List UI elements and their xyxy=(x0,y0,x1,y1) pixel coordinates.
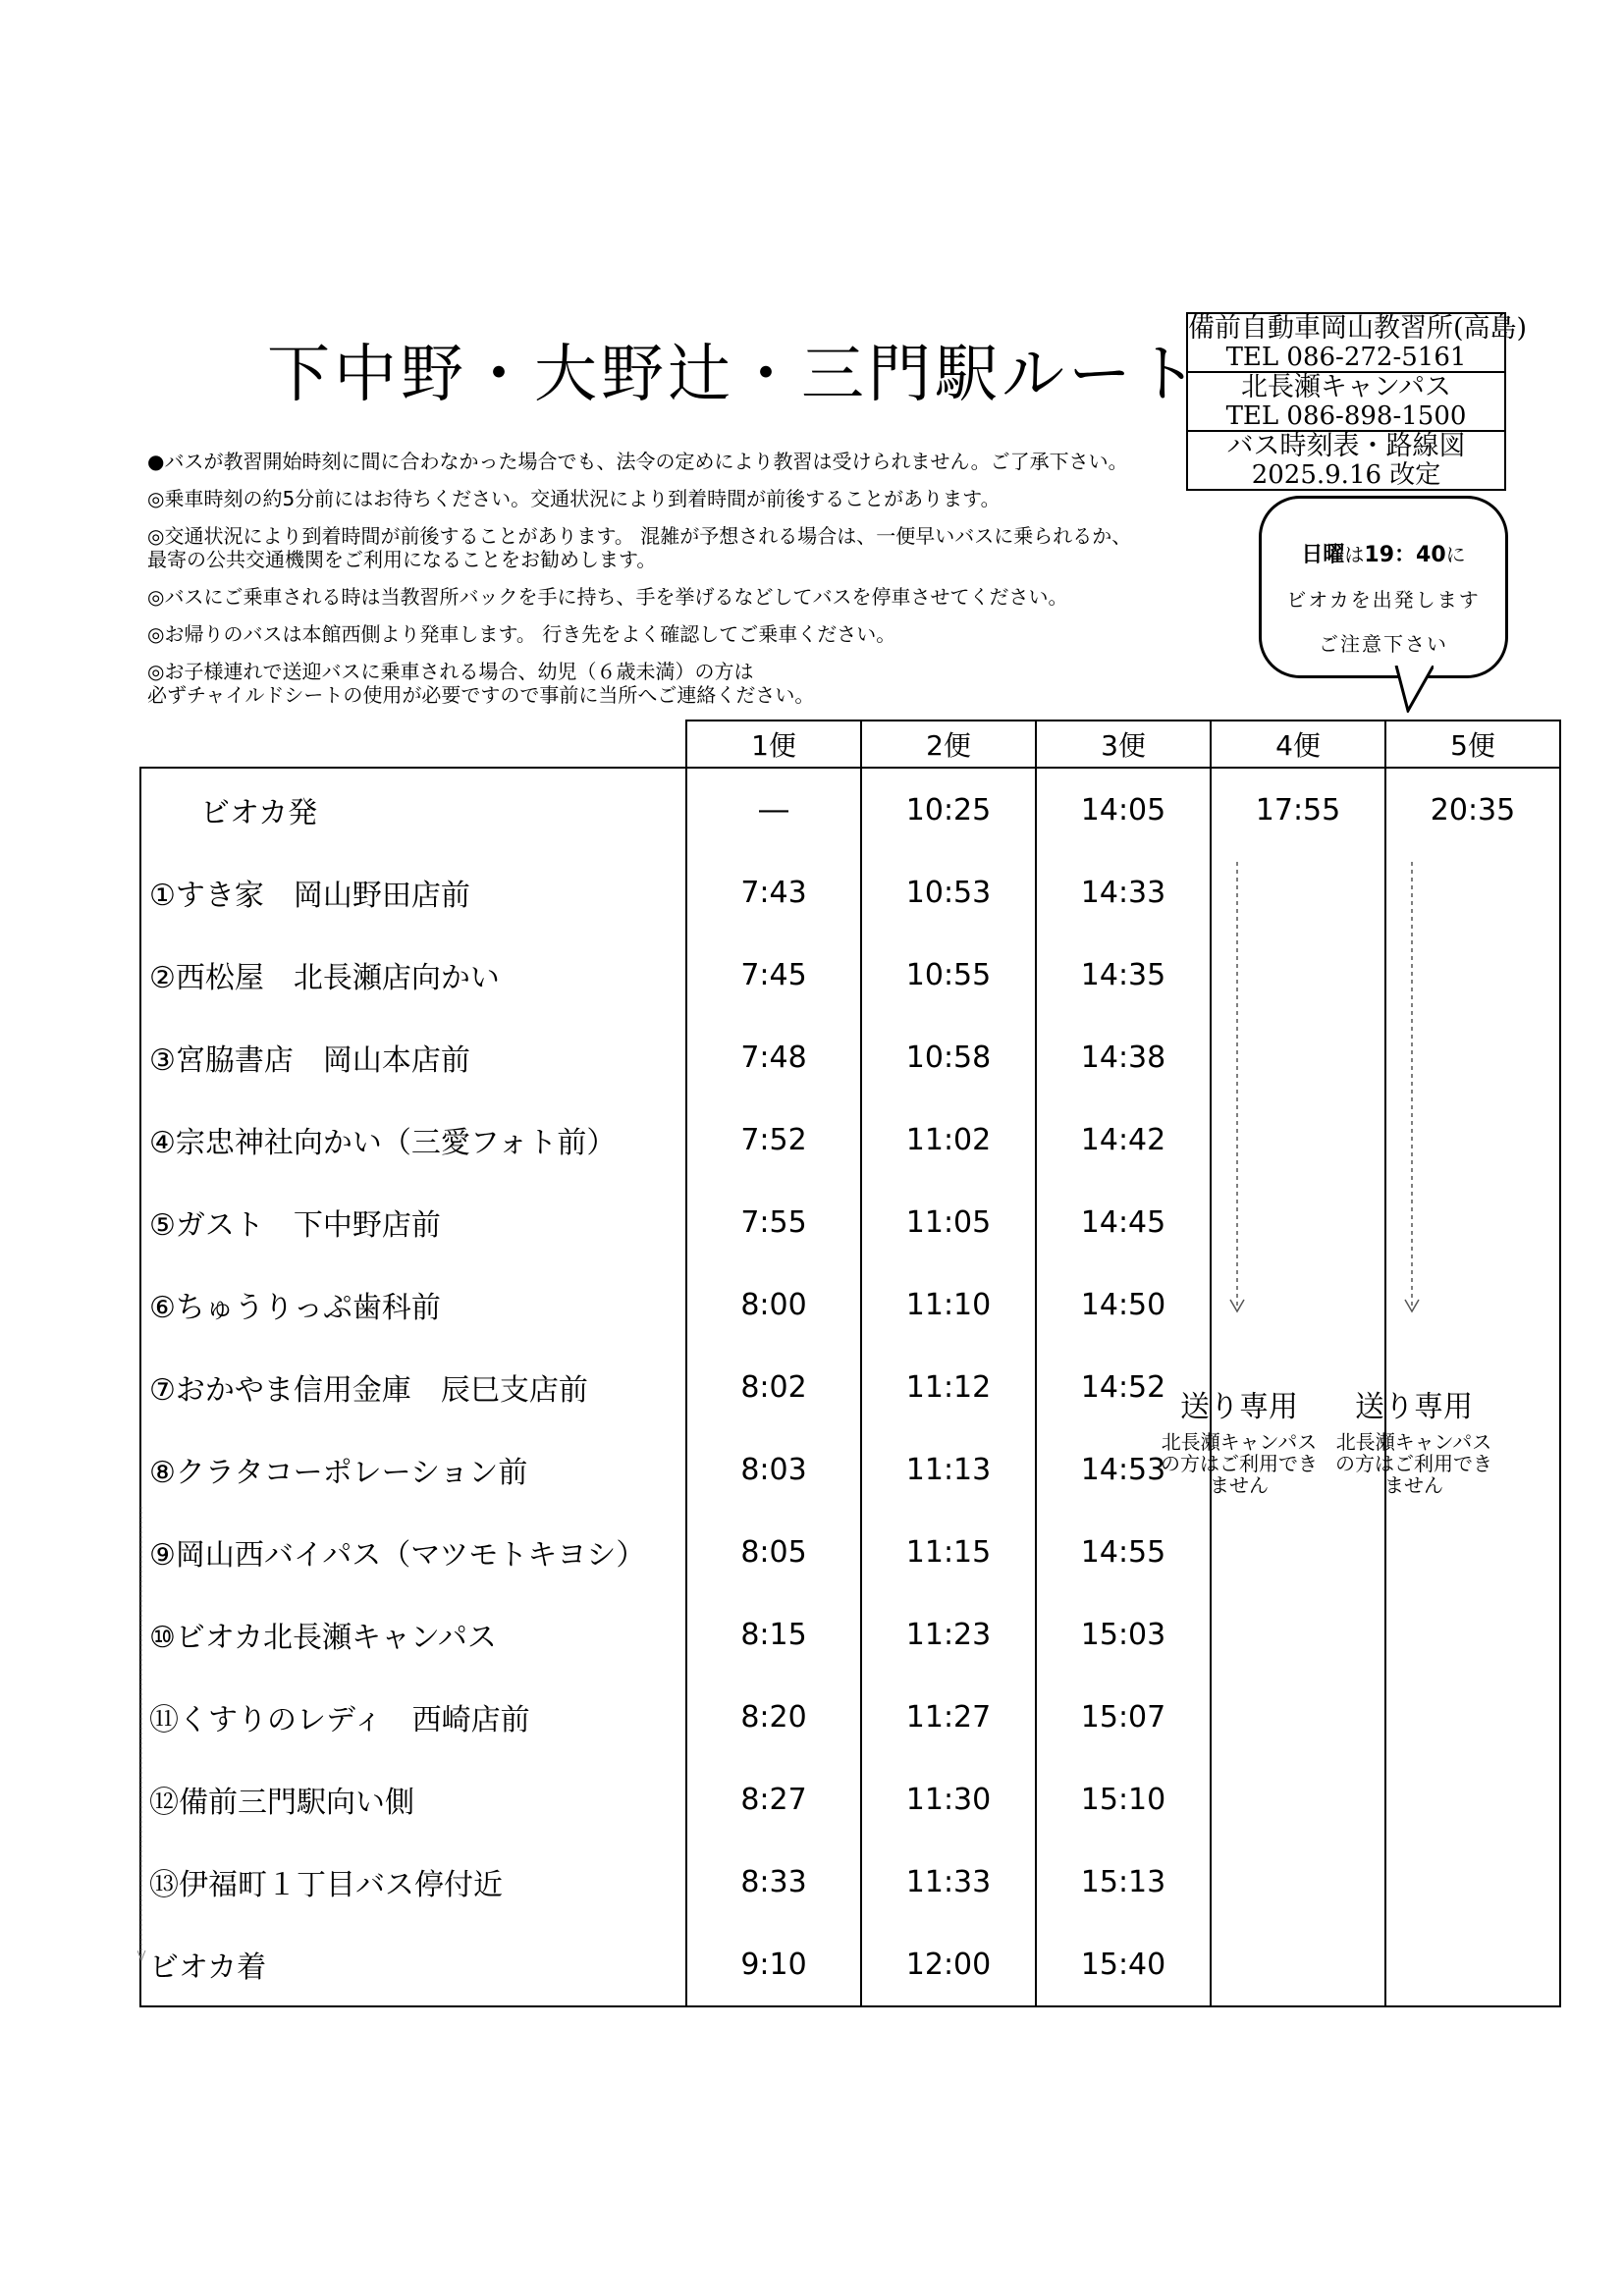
send-only-label: 送り専用 xyxy=(1180,1390,1298,1424)
stop-name: ④宗忠神社向かい（三愛フォト前） xyxy=(140,1098,686,1181)
school-name: 備前自動車岡山教習所(高島) xyxy=(1188,313,1528,344)
sunday-connector: は xyxy=(1344,543,1365,566)
stop-name: ビオカ着 xyxy=(140,1923,686,2006)
col-header: 4便 xyxy=(1211,721,1385,768)
time-cell: 10:25 xyxy=(861,768,1036,851)
time-cell: 14:38 xyxy=(1036,1016,1211,1098)
time-cell: 14:50 xyxy=(1036,1263,1211,1346)
time-cell: 9:10 xyxy=(686,1923,861,2006)
sunday-label: 日曜 xyxy=(1301,543,1345,567)
time-cell: 14:52 xyxy=(1036,1346,1211,1428)
sunday-notice-line3: ご注意下さい xyxy=(1319,632,1448,656)
table-row xyxy=(140,1181,1560,1263)
time-cell: 8:03 xyxy=(686,1428,861,1511)
table-row xyxy=(140,1016,1560,1098)
note-item: ◎お子様連れで送迎バスに乗車される場合、幼児（６歳未満）の方は 必ずチャイルドシートの使用が必要ですので事前に当所へご連絡ください。 xyxy=(147,660,815,707)
time-cell: 8:33 xyxy=(686,1841,861,1923)
time-cell: 11:33 xyxy=(861,1841,1036,1923)
note-item: ◎乗車時刻の約5分前にはお待ちください。交通状況により到着時間が前後することがあります。 xyxy=(147,487,1001,510)
time-cell xyxy=(1385,1923,1560,2006)
time-cell: 7:55 xyxy=(686,1181,861,1263)
time-cell: 8:00 xyxy=(686,1263,861,1346)
revision-date: 2025.9.16 改定 xyxy=(1251,460,1441,490)
school-tel: TEL 086-272-5161 xyxy=(1225,343,1467,372)
stop-name: ⑥ちゅうりっぷ歯科前 xyxy=(140,1263,686,1346)
timetable-header xyxy=(140,721,1560,768)
notes-list xyxy=(147,450,1188,721)
time-cell: 11:23 xyxy=(861,1593,1036,1676)
send-only-detail: 北長瀬キャンパスの方はご利用できません xyxy=(1161,1430,1318,1497)
note-item: ●バスが教習開始時刻に間に合わなかった場合でも、法令の定めにより教習は受けられません。ご了承下さい。 xyxy=(147,450,1128,473)
stop-name: ①すき家 岡山野田店前 xyxy=(140,851,686,934)
stop-name: ③宮脇書店 岡山本店前 xyxy=(140,1016,686,1098)
arrow-down-icon xyxy=(1227,862,1247,1315)
sunday-notice-line2: ビオカを出発します xyxy=(1286,588,1481,612)
time-cell xyxy=(1385,1676,1560,1758)
campus-block xyxy=(1188,373,1504,432)
time-cell: 10:55 xyxy=(861,934,1036,1016)
col-header: 1便 xyxy=(686,721,861,768)
col-header: 3便 xyxy=(1036,721,1211,768)
time-cell: 15:03 xyxy=(1036,1593,1211,1676)
time-cell: 14:55 xyxy=(1036,1511,1211,1593)
time-cell: 14:53 xyxy=(1036,1428,1211,1511)
time-cell: 11:13 xyxy=(861,1428,1036,1511)
campus-name: 北長瀬キャンパス xyxy=(1240,372,1452,402)
stop-name: ⑨岡山西バイパス（マツモトキヨシ） xyxy=(140,1511,686,1593)
table-row xyxy=(140,1923,1560,2006)
stop-name: ⑦おかやま信用金庫 辰巳支店前 xyxy=(140,1346,686,1428)
time-cell: 8:20 xyxy=(686,1676,861,1758)
time-cell xyxy=(1385,1593,1560,1676)
time-cell: 15:07 xyxy=(1036,1676,1211,1758)
contact-info-box xyxy=(1186,312,1528,491)
sunday-notice-line1 xyxy=(1262,538,1505,568)
bubble-tail-icon xyxy=(1394,666,1434,713)
stop-name: ②西松屋 北長瀬店向かい xyxy=(140,934,686,1016)
time-cell: 14:35 xyxy=(1036,934,1211,1016)
time-cell: 8:27 xyxy=(686,1758,861,1841)
stop-name: ⑬伊福町１丁目バス停付近 xyxy=(140,1841,686,1923)
doc-name: バス時刻表・路線図 xyxy=(1226,431,1466,461)
timetable xyxy=(139,720,1561,2007)
time-cell: 15:13 xyxy=(1036,1841,1211,1923)
time-cell: 11:02 xyxy=(861,1098,1036,1181)
time-cell: 7:48 xyxy=(686,1016,861,1098)
col-header: 5便 xyxy=(1385,721,1560,768)
time-cell: ― xyxy=(686,768,861,851)
time-cell: 8:02 xyxy=(686,1346,861,1428)
sunday-notice-bubble xyxy=(1259,496,1508,678)
time-cell: 14:33 xyxy=(1036,851,1211,934)
col-header: 2便 xyxy=(861,721,1036,768)
table-row xyxy=(140,768,1560,851)
stop-name: ⑫備前三門駅向い側 xyxy=(140,1758,686,1841)
table-row xyxy=(140,1841,1560,1923)
note-item: ◎バスにご乗車される時は当教習所バックを手に持ち、手を挙げるなどしてバスを停車させてください。 xyxy=(147,585,1068,609)
stop-name: ⑧クラタコーポレーション前 xyxy=(140,1428,686,1511)
send-only-detail: 北長瀬キャンパスの方はご利用できません xyxy=(1335,1430,1492,1497)
page-title: 下中野・大野辻・三門駅ルート xyxy=(267,339,1202,411)
table-row xyxy=(140,1758,1560,1841)
time-cell: 7:43 xyxy=(686,851,861,934)
time-cell xyxy=(1211,1841,1385,1923)
time-cell: 11:15 xyxy=(861,1511,1036,1593)
table-row xyxy=(140,1098,1560,1181)
note-item: ◎お帰りのバスは本館西側より発車します。 行き先をよく確認してご乗車ください。 xyxy=(147,622,896,646)
time-cell: 14:42 xyxy=(1036,1098,1211,1181)
time-cell xyxy=(1211,1676,1385,1758)
time-cell: 11:30 xyxy=(861,1758,1036,1841)
stop-name: ⑩ビオカ北長瀬キャンパス xyxy=(140,1593,686,1676)
table-row xyxy=(140,1593,1560,1676)
time-cell xyxy=(1385,1511,1560,1593)
arrow-down-icon xyxy=(1402,862,1422,1315)
time-cell xyxy=(1385,1841,1560,1923)
table-row xyxy=(140,851,1560,934)
stop-name: ビオカ発 xyxy=(140,768,686,851)
school-block xyxy=(1188,313,1528,373)
time-cell: 15:10 xyxy=(1036,1758,1211,1841)
time-cell: 11:05 xyxy=(861,1181,1036,1263)
note-item: ◎交通状況により到着時間が前後することがあります。 混雑が予想される場合は、一便早いバスに乗られるか、 最寄の公共交通機関をご利用になることをお勧めします。 xyxy=(147,524,1132,571)
time-cell: 11:10 xyxy=(861,1263,1036,1346)
time-cell: 11:27 xyxy=(861,1676,1036,1758)
time-cell: 10:53 xyxy=(861,851,1036,934)
time-cell xyxy=(1385,1758,1560,1841)
time-cell xyxy=(1211,1758,1385,1841)
table-row xyxy=(140,1676,1560,1758)
time-cell: 17:55 xyxy=(1211,768,1385,851)
time-cell: 7:52 xyxy=(686,1098,861,1181)
time-cell: 14:45 xyxy=(1036,1181,1211,1263)
stop-name: ⑤ガスト 下中野店前 xyxy=(140,1181,686,1263)
left-edge-arrow-icon xyxy=(137,1507,149,1968)
time-cell: 14:05 xyxy=(1036,768,1211,851)
sunday-suffix: に xyxy=(1445,543,1466,566)
time-cell: 8:05 xyxy=(686,1511,861,1593)
campus-tel: TEL 086-898-1500 xyxy=(1225,401,1467,431)
time-cell xyxy=(1211,1923,1385,2006)
time-cell: 10:58 xyxy=(861,1016,1036,1098)
doc-block xyxy=(1188,432,1504,489)
send-only-note xyxy=(1153,1382,1326,1496)
send-only-label: 送り専用 xyxy=(1355,1390,1473,1424)
table-row xyxy=(140,1263,1560,1346)
time-cell xyxy=(1211,1511,1385,1593)
time-cell: 12:00 xyxy=(861,1923,1036,2006)
time-cell: 7:45 xyxy=(686,934,861,1016)
table-row xyxy=(140,1511,1560,1593)
time-cell: 15:40 xyxy=(1036,1923,1211,2006)
time-cell: 20:35 xyxy=(1385,768,1560,851)
sunday-time: 19：40 xyxy=(1364,543,1446,567)
time-cell xyxy=(1211,1593,1385,1676)
time-cell: 11:12 xyxy=(861,1346,1036,1428)
table-row xyxy=(140,934,1560,1016)
time-cell: 8:15 xyxy=(686,1593,861,1676)
stop-name: ⑪くすりのレディ 西崎店前 xyxy=(140,1676,686,1758)
send-only-note xyxy=(1327,1382,1500,1496)
